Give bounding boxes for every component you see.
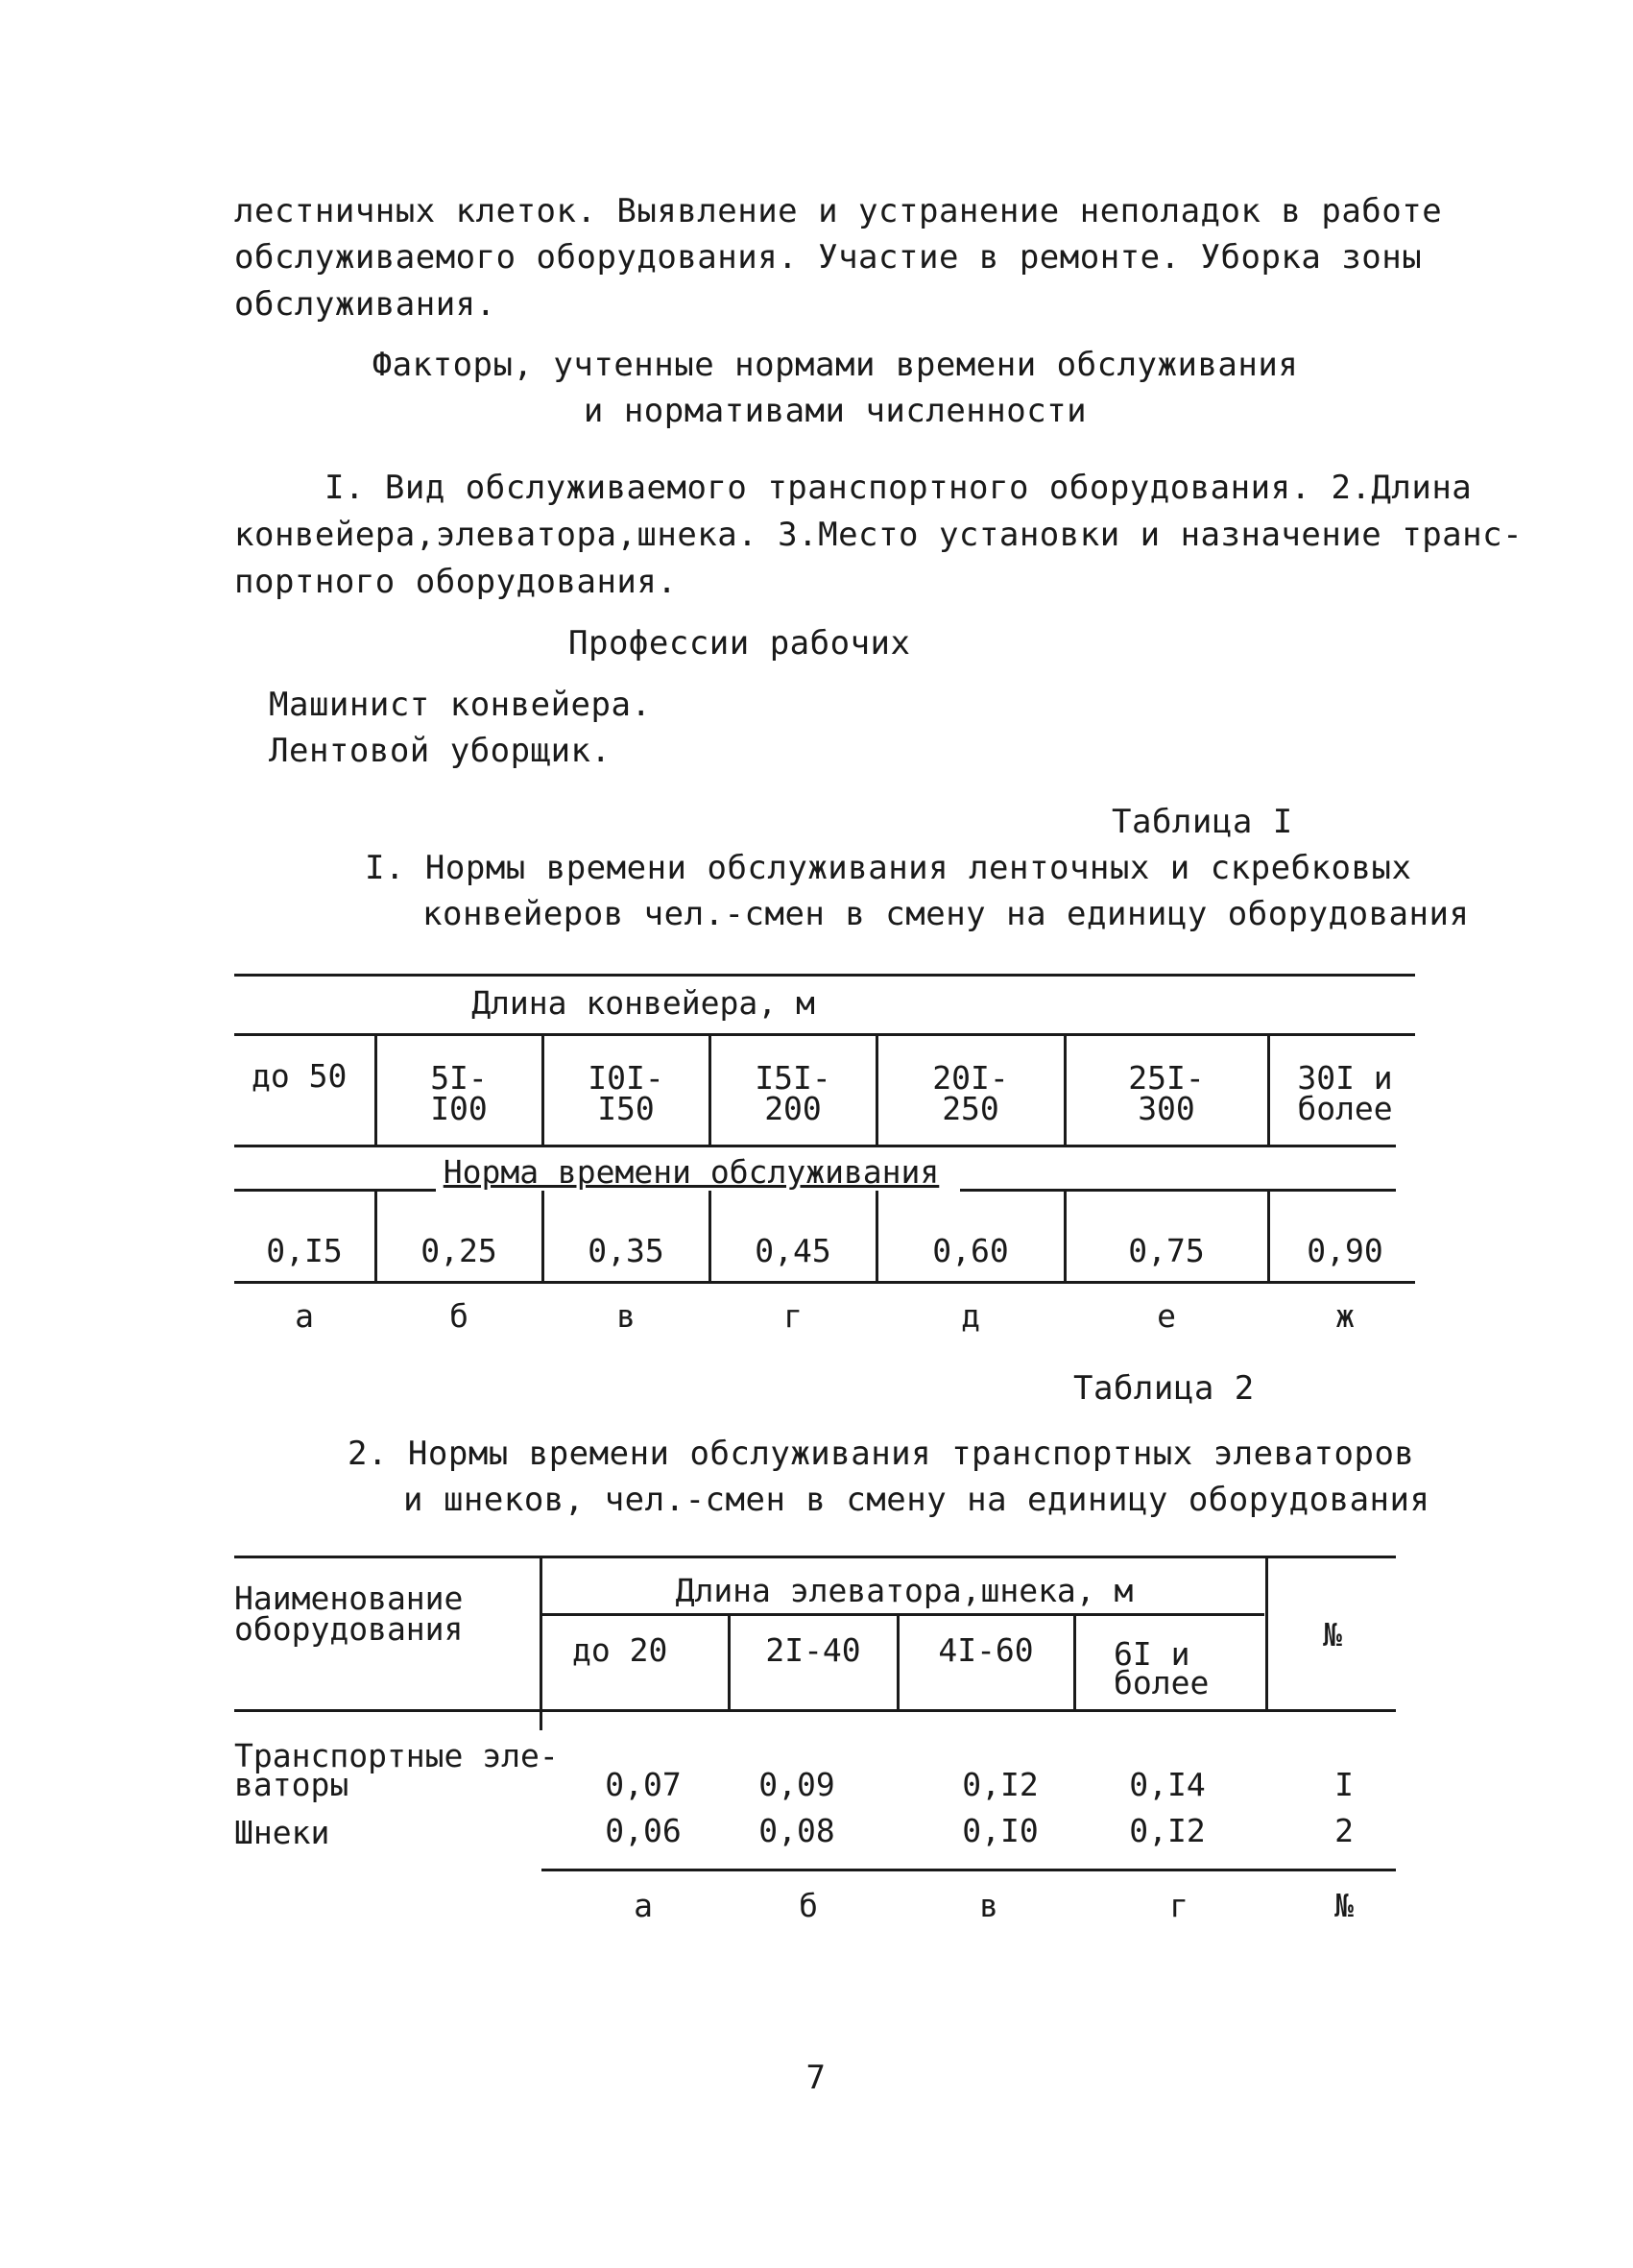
table1-group-header: Длина конвейера, м xyxy=(471,984,815,1022)
table2-value: 0,I4 xyxy=(1129,1766,1206,1803)
table1-col-rule xyxy=(1064,1035,1067,1146)
table1-col-rule xyxy=(708,1035,711,1146)
table2-col-rule xyxy=(1073,1615,1076,1711)
table2-value: 0,I2 xyxy=(1129,1812,1206,1849)
factors-body-2: конвейера,элеватора,шнека. 3.Место установки и назначение транс- xyxy=(234,516,1524,554)
intro-line-2: обслуживаемого оборудования. Участие в ремонте. Уборка зоны xyxy=(234,238,1423,277)
table1-letter: ж xyxy=(1335,1297,1355,1335)
table1-letter: в xyxy=(616,1297,636,1335)
table2-value: 0,I0 xyxy=(962,1812,1039,1849)
table1-top-rule xyxy=(234,974,1415,977)
table2-value: 0,07 xyxy=(605,1766,682,1803)
table2-col-rule xyxy=(1265,1557,1268,1711)
table1-rule xyxy=(234,1189,436,1192)
table1-col-rule xyxy=(374,1035,377,1146)
table2-name-header: оборудования xyxy=(234,1610,464,1648)
intro-line-1: лестничных клеток. Выявление и устранение неполадок в работе xyxy=(234,192,1443,230)
table2-letter: № xyxy=(1334,1887,1354,1924)
table2-value: 0,09 xyxy=(758,1766,835,1803)
table2-col-rule xyxy=(897,1615,900,1711)
table2-col-rule xyxy=(540,1557,542,1730)
table1-letter: а xyxy=(295,1297,314,1335)
table1-title-2: конвейеров чел.-смен в смену на единицу оборудования xyxy=(422,895,1470,933)
table2-col-rule xyxy=(728,1615,731,1711)
table1-value: 0,25 xyxy=(420,1232,497,1269)
table1-norm-header: Норма времени обслуживания xyxy=(443,1153,940,1191)
table2-col-header: более xyxy=(1114,1664,1210,1701)
table2-value: 0,08 xyxy=(758,1812,835,1849)
table2-top-rule xyxy=(234,1556,1396,1558)
table1-col-header: I00 xyxy=(430,1090,488,1127)
table1-bottom-rule xyxy=(234,1281,1415,1284)
table1-col-header: I5I- xyxy=(755,1059,831,1097)
table1-col-header: I0I- xyxy=(588,1059,664,1097)
table1-title-1: I. Нормы времени обслуживания ленточных и скребковых xyxy=(365,849,1412,887)
table2-num-header: № xyxy=(1323,1616,1342,1653)
table1-value: 0,90 xyxy=(1307,1232,1383,1269)
factors-heading-1: Факторы, учтенные нормами времени обслуживания xyxy=(372,346,1299,384)
table2-row-num: I xyxy=(1334,1766,1354,1803)
professions-heading: Профессии рабочих xyxy=(568,624,911,663)
table1-col-rule xyxy=(708,1191,711,1283)
table2-title-1: 2. Нормы времени обслуживания транспортных элеваторов xyxy=(348,1435,1415,1473)
table2-rule xyxy=(234,1709,1396,1712)
table1-letter: б xyxy=(449,1297,468,1335)
table1-col-header: 25I- xyxy=(1128,1059,1205,1097)
table2-value: 0,06 xyxy=(605,1812,682,1849)
table1-letter: д xyxy=(961,1297,980,1335)
table1-col-header: 200 xyxy=(764,1090,822,1127)
table2-col-header: 4I-60 xyxy=(938,1631,1034,1669)
table2-row-name: ваторы xyxy=(234,1766,349,1803)
table1-col-rule xyxy=(541,1191,544,1283)
table1-value: 0,35 xyxy=(588,1232,664,1269)
table1-value: 0,60 xyxy=(932,1232,1009,1269)
factors-body-3: портного оборудования. xyxy=(234,563,678,601)
table1-rule xyxy=(960,1189,1396,1192)
table1-col-rule xyxy=(876,1035,878,1146)
table1-col-rule xyxy=(374,1191,377,1283)
factors-heading-2: и нормативами численности xyxy=(583,392,1088,430)
table1-col-header: 300 xyxy=(1138,1090,1195,1127)
table2-letter: б xyxy=(799,1887,818,1924)
table1-col-rule xyxy=(541,1035,544,1146)
table1-col-header: 30I и xyxy=(1297,1059,1393,1097)
table1-rule xyxy=(234,1033,1415,1036)
table2-label: Таблица 2 xyxy=(1073,1369,1255,1408)
table1-letter: г xyxy=(783,1297,803,1335)
table1-col-rule xyxy=(1267,1191,1270,1283)
table1-col-header: до 50 xyxy=(252,1057,348,1095)
table1-value: 0,45 xyxy=(755,1232,831,1269)
table1-col-header: 5I- xyxy=(430,1059,488,1097)
table2-name-header: Наименование xyxy=(234,1580,464,1617)
table1-value: 0,75 xyxy=(1128,1232,1205,1269)
table1-letter: е xyxy=(1157,1297,1176,1335)
table2-col-header: до 20 xyxy=(572,1631,668,1669)
table1-col-rule xyxy=(1064,1191,1067,1283)
profession-item: Лентовой уборщик. xyxy=(269,732,612,770)
table2-letter: в xyxy=(979,1887,998,1924)
table1-col-header: 20I- xyxy=(932,1059,1009,1097)
table1-rule xyxy=(234,1145,1396,1147)
table2-rule xyxy=(542,1613,1264,1616)
table2-row-name: Транспортные эле- xyxy=(234,1737,559,1774)
factors-body-1: I. Вид обслуживаемого транспортного оборудования. 2.Длина xyxy=(324,469,1473,507)
table2-group-header: Длина элеватора,шнека, м xyxy=(675,1572,1134,1609)
table1-value: 0,I5 xyxy=(266,1232,343,1269)
table2-value: 0,I2 xyxy=(962,1766,1039,1803)
table1-col-header: I50 xyxy=(597,1090,655,1127)
table1-col-header: 250 xyxy=(942,1090,999,1127)
table1-col-rule xyxy=(1267,1035,1270,1146)
table2-letter: а xyxy=(634,1887,653,1924)
table1-col-rule xyxy=(876,1191,878,1283)
intro-line-3: обслуживания. xyxy=(234,285,496,324)
table2-letter: г xyxy=(1169,1887,1189,1924)
table1-col-header: более xyxy=(1297,1090,1393,1127)
table2-col-header: 2I-40 xyxy=(765,1631,861,1669)
table2-row-name: Шнеки xyxy=(234,1814,330,1851)
table2-bottom-rule xyxy=(541,1869,1396,1871)
profession-item: Машинист конвейера. xyxy=(269,686,652,724)
table2-row-num: 2 xyxy=(1334,1812,1354,1849)
table2-title-2: и шнеков, чел.-смен в смену на единицу оборудования xyxy=(403,1481,1430,1519)
table1-label: Таблица I xyxy=(1112,803,1293,841)
page-number: 7 xyxy=(805,2059,827,2097)
table2-col-header: 6I и xyxy=(1114,1635,1190,1673)
